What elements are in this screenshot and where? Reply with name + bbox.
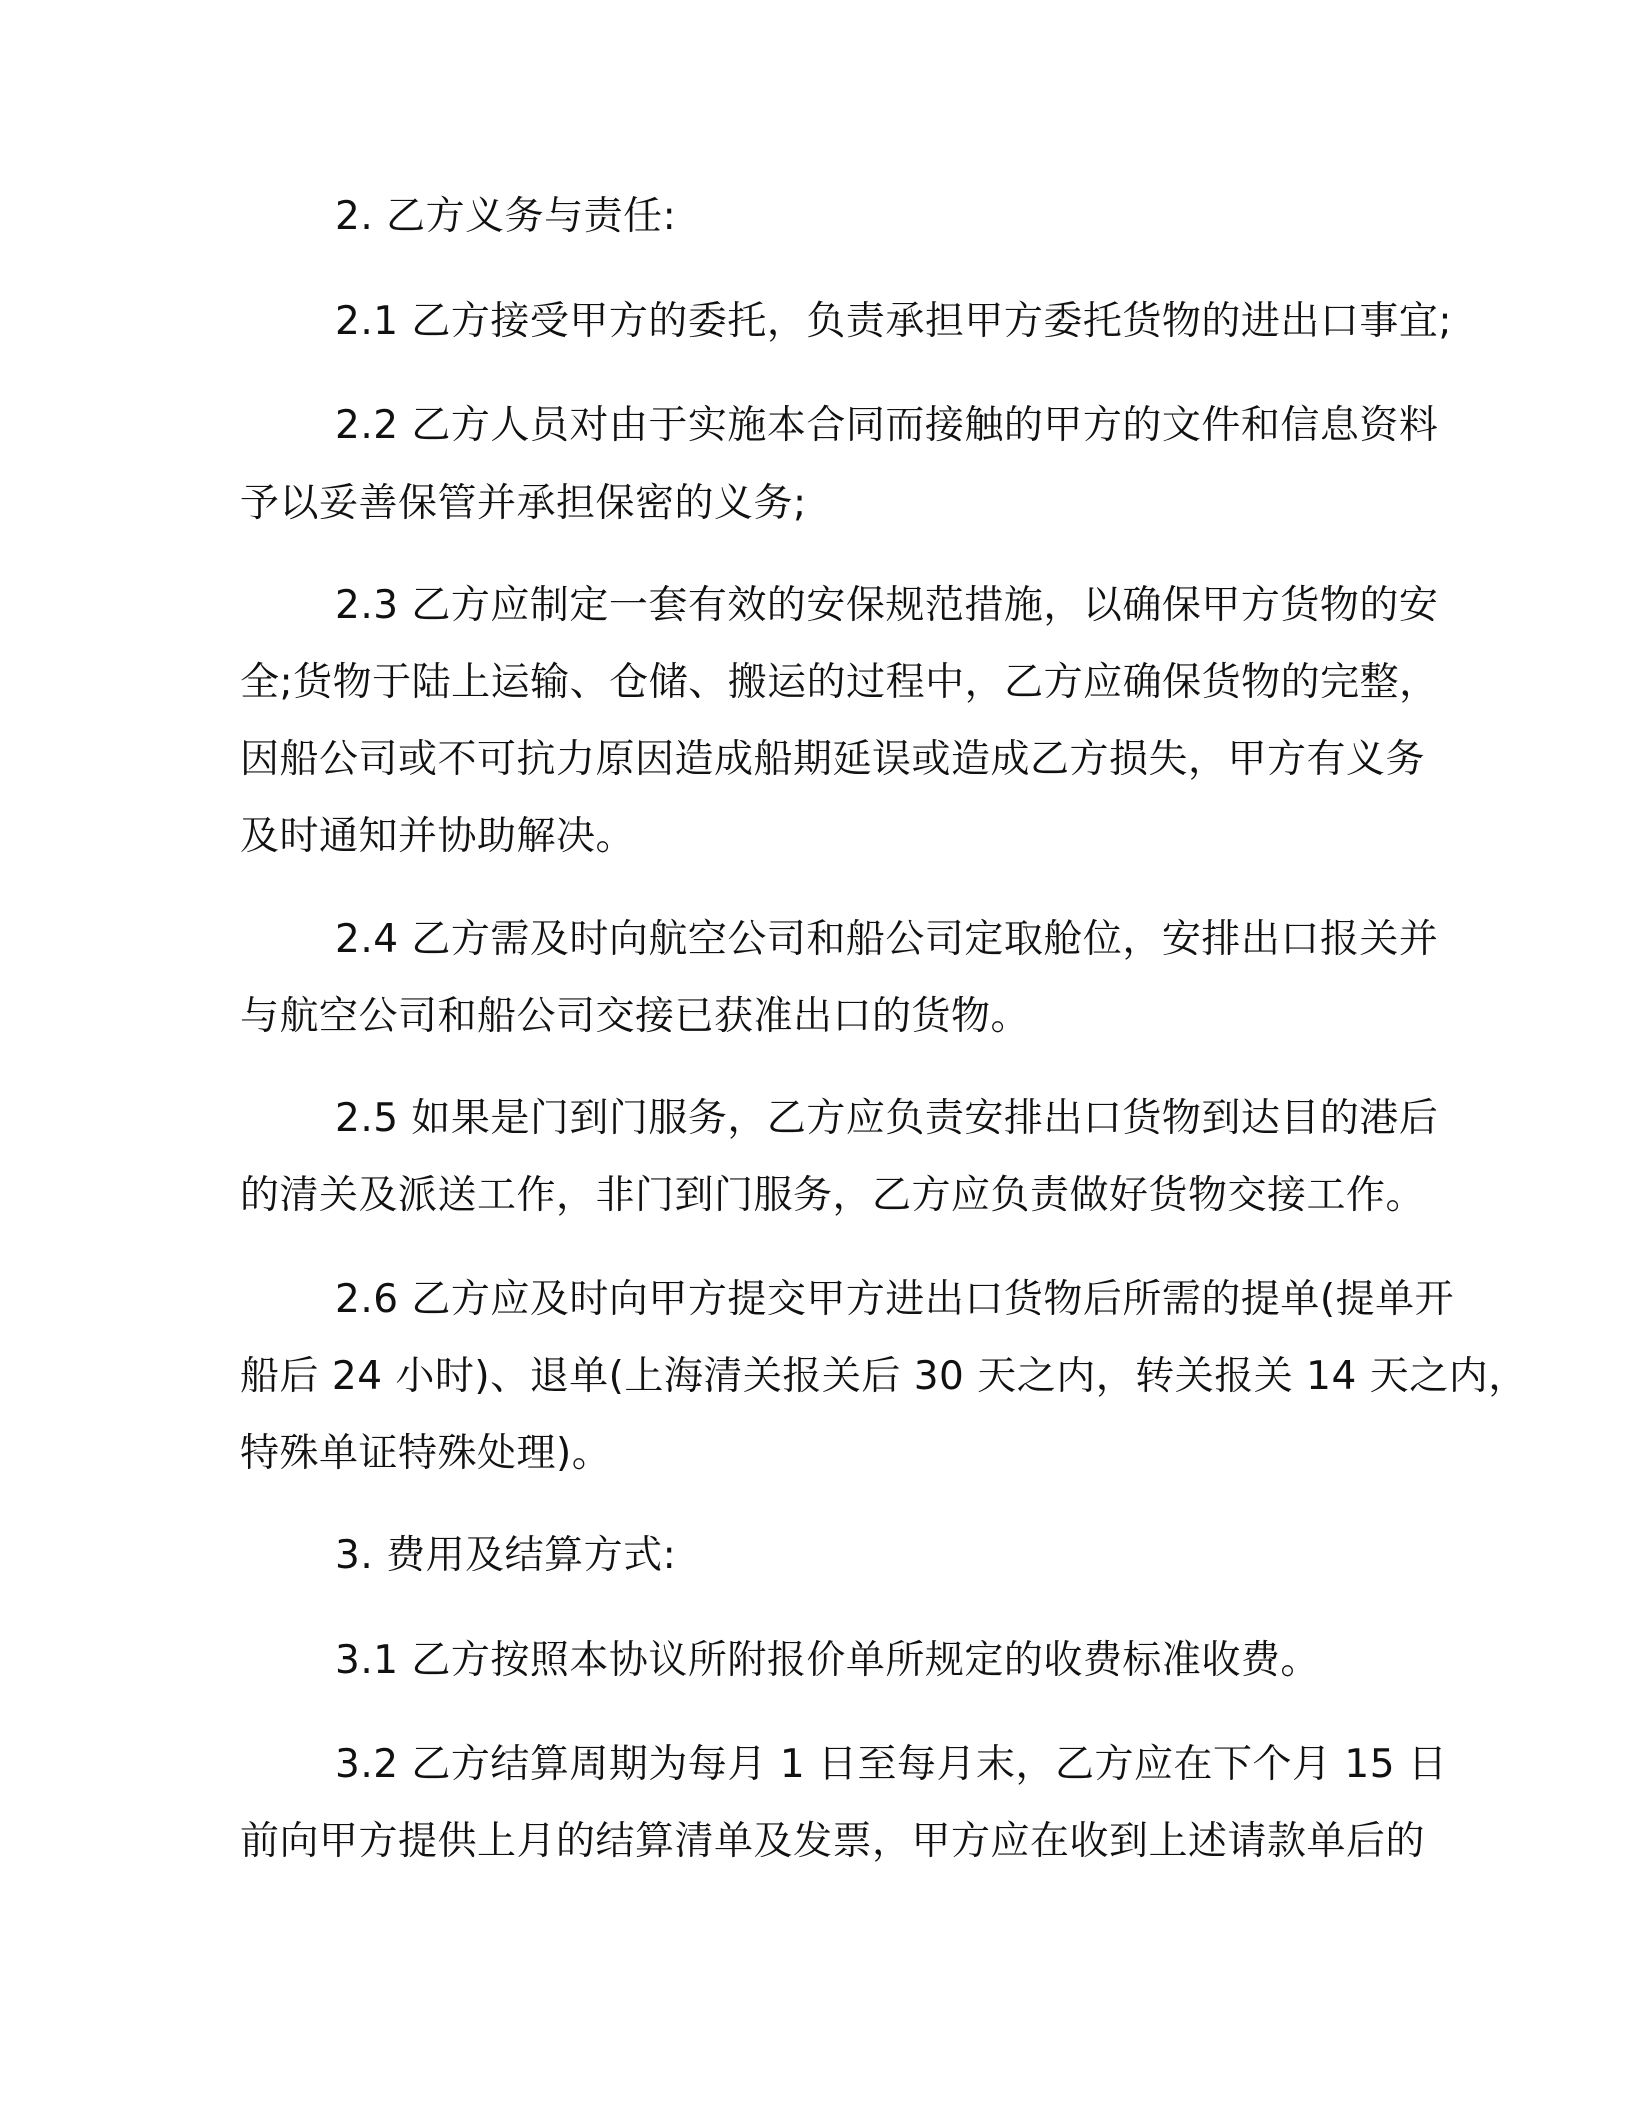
clause-2-6-line-2: 船后 24 小时)、退单(上海清关报关后 30 天之内，转关报关 14 天之内， xyxy=(240,1354,1528,1399)
clause-2-6-line-1: 2.6 乙方应及时向甲方提交甲方进出口货物后所需的提单(提单开 xyxy=(335,1277,1455,1322)
clause-2-3-line-1: 2.3 乙方应制定一套有效的安保规范措施，以确保甲方货物的安 xyxy=(335,583,1439,628)
clause-2-4-line-2: 与航空公司和船公司交接已获准出口的货物。 xyxy=(240,994,1031,1039)
clause-2-4-line-1: 2.4 乙方需及时向航空公司和船公司定取舱位，安排出口报关并 xyxy=(335,917,1439,962)
clause-2-1: 2.1 乙方接受甲方的委托，负责承担甲方委托货物的进出口事宜; xyxy=(335,299,1453,344)
clause-2-3-line-2: 全;货物于陆上运输、仓储、搬运的过程中，乙方应确保货物的完整， xyxy=(240,660,1439,705)
section-heading-3: 3. 费用及结算方式: xyxy=(335,1533,677,1578)
clause-3-1: 3.1 乙方按照本协议所附报价单所规定的收费标准收费。 xyxy=(335,1638,1320,1683)
clause-3-2-line-1: 3.2 乙方结算周期为每月 1 日至每月末，乙方应在下个月 15 日 xyxy=(335,1742,1448,1787)
clause-2-2-line-1: 2.2 乙方人员对由于实施本合同而接触的甲方的文件和信息资料 xyxy=(335,403,1439,448)
clause-2-5-line-2: 的清关及派送工作，非门到门服务，乙方应负责做好货物交接工作。 xyxy=(240,1173,1426,1218)
clause-2-6-line-3: 特殊单证特殊处理)。 xyxy=(240,1431,612,1476)
clause-3-2-line-2: 前向甲方提供上月的结算清单及发票，甲方应在收到上述请款单后的 xyxy=(240,1819,1426,1864)
section-heading-2: 2. 乙方义务与责任: xyxy=(335,194,677,239)
clause-2-3-line-4: 及时通知并协助解决。 xyxy=(240,814,636,859)
clause-2-2-line-2: 予以妥善保管并承担保密的义务; xyxy=(240,481,807,526)
clause-2-5-line-1: 2.5 如果是门到门服务，乙方应负责安排出口货物到达目的港后 xyxy=(335,1096,1439,1141)
clause-2-3-line-3: 因船公司或不可抗力原因造成船期延误或造成乙方损失，甲方有义务 xyxy=(240,737,1426,782)
